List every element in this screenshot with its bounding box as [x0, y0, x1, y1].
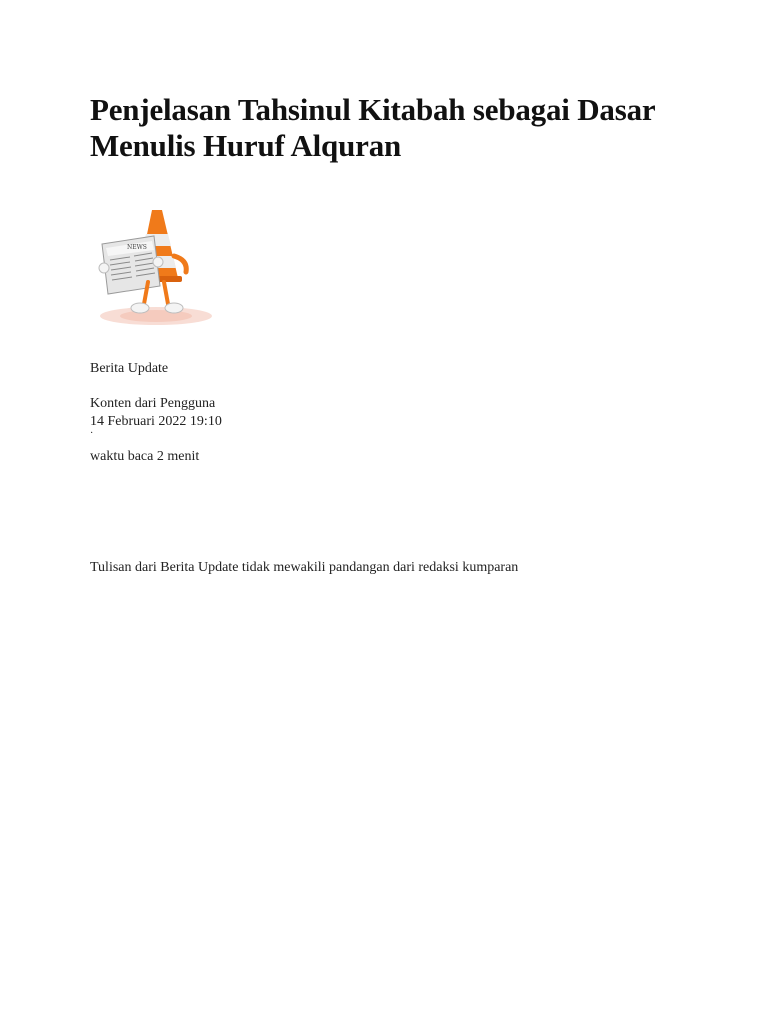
meta-separator: ·: [90, 428, 94, 439]
publish-date: 14 Februari 2022 19:10: [90, 414, 222, 429]
disclaimer-text: Tulisan dari Berita Update tidak mewakili pandangan dari redaksi kumparan: [90, 560, 519, 575]
article-title: Penjelasan Tahsinul Kitabah sebagai Dasar Menulis Huruf Alquran: [90, 92, 655, 163]
author-name[interactable]: Berita Update: [90, 361, 169, 376]
cone-character-reading-newspaper-icon: [94, 204, 212, 326]
content-label: Konten dari Pengguna: [90, 396, 216, 411]
read-time: waktu baca 2 menit: [90, 449, 200, 464]
newspaper-text: NEWS: [127, 244, 147, 251]
author-avatar[interactable]: [94, 204, 212, 326]
